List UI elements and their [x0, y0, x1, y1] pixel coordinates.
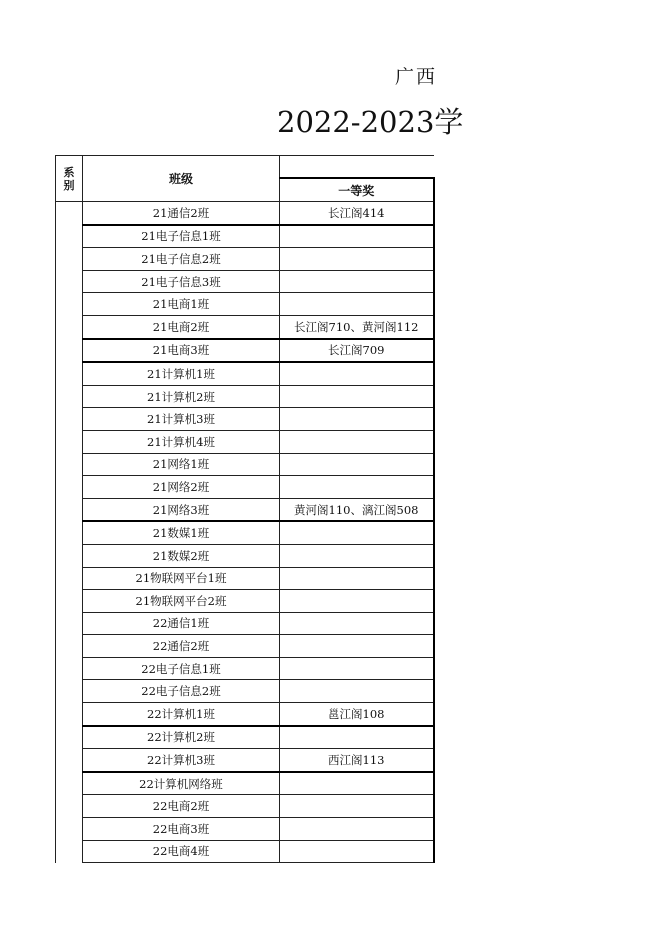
- table-row: [56, 680, 434, 703]
- table-row: [56, 385, 434, 408]
- title-school: 广西: [395, 66, 438, 88]
- first-prize-cell: [280, 567, 434, 590]
- class-cell: 21电商3班: [83, 339, 280, 363]
- table-row: [56, 408, 434, 431]
- class-cell: 21网络2班: [83, 476, 280, 499]
- class-cell: 22计算机1班: [83, 703, 280, 726]
- first-prize-cell: [280, 635, 434, 658]
- first-prize-cell: [280, 544, 434, 567]
- class-cell: 22电子信息2班: [83, 680, 280, 703]
- first-prize-cell: [280, 385, 434, 408]
- first-prize-cell: [280, 612, 434, 635]
- table-row: [56, 315, 434, 338]
- class-cell: 21物联网平台2班: [83, 590, 280, 613]
- class-cell: 21电子信息2班: [83, 248, 280, 271]
- table-row: [56, 795, 434, 818]
- class-cell: 21数媒2班: [83, 544, 280, 567]
- first-prize-cell: [280, 521, 434, 544]
- header-dept: 系别: [56, 156, 83, 202]
- first-prize-cell: [280, 408, 434, 431]
- header-class: 班级: [83, 156, 280, 202]
- first-prize-cell: [280, 362, 434, 385]
- table-row: [56, 453, 434, 476]
- first-prize-cell: [280, 795, 434, 818]
- table-row: [56, 635, 434, 658]
- table-row: [56, 726, 434, 749]
- class-cell: 21网络1班: [83, 453, 280, 476]
- table-row: [56, 362, 434, 385]
- first-prize-cell: 邕江阁108: [280, 703, 434, 726]
- table-row: [56, 749, 434, 772]
- table-row: [56, 270, 434, 293]
- class-cell: 21通信2班: [83, 202, 280, 225]
- first-prize-cell: 长江阁414: [280, 202, 434, 225]
- first-prize-cell: [280, 225, 434, 248]
- class-cell: 21电子信息3班: [83, 270, 280, 293]
- table-row: [56, 612, 434, 635]
- dept-cell: [56, 202, 83, 863]
- table-row: [56, 498, 434, 521]
- first-prize-cell: 黄河阁110、漓江阁508: [280, 498, 434, 521]
- class-cell: 22电商4班: [83, 840, 280, 863]
- class-cell: 22电商3班: [83, 818, 280, 841]
- class-cell: 21物联网平台1班: [83, 567, 280, 590]
- table-row: [56, 293, 434, 316]
- class-cell: 22计算机2班: [83, 726, 280, 749]
- first-prize-cell: [280, 657, 434, 680]
- first-prize-cell: [280, 248, 434, 271]
- first-prize-cell: [280, 430, 434, 453]
- table-row: [56, 202, 434, 225]
- table-row: [56, 772, 434, 795]
- first-prize-cell: [280, 476, 434, 499]
- table-row: [56, 818, 434, 841]
- table-row: [56, 248, 434, 271]
- first-prize-cell: [280, 270, 434, 293]
- first-prize-cell: 长江阁709: [280, 339, 434, 363]
- table-row: [56, 703, 434, 726]
- header-first-prize: 一等奖: [280, 178, 434, 201]
- table-row: [56, 657, 434, 680]
- class-cell: 22电子信息1班: [83, 657, 280, 680]
- header-award-group: [280, 156, 434, 179]
- table-row: [56, 476, 434, 499]
- class-cell: 21计算机3班: [83, 408, 280, 431]
- table-row: [56, 590, 434, 613]
- class-cell: 21网络3班: [83, 498, 280, 521]
- class-cell: 21数媒1班: [83, 521, 280, 544]
- table-row: [56, 840, 434, 863]
- first-prize-cell: [280, 453, 434, 476]
- class-cell: 22计算机网络班: [83, 772, 280, 795]
- first-prize-cell: [280, 818, 434, 841]
- class-cell: 21电商1班: [83, 293, 280, 316]
- table-row: [56, 567, 434, 590]
- table-row: [56, 430, 434, 453]
- first-prize-cell: [280, 293, 434, 316]
- class-cell: 22通信1班: [83, 612, 280, 635]
- table-row: [56, 521, 434, 544]
- class-cell: 21电商2班: [83, 315, 280, 338]
- class-cell: 21电子信息1班: [83, 225, 280, 248]
- first-prize-cell: 西江阁113: [280, 749, 434, 772]
- table-row: [56, 544, 434, 567]
- first-prize-cell: [280, 680, 434, 703]
- title-year: 2022-2023学: [277, 105, 464, 139]
- class-cell: 21计算机1班: [83, 362, 280, 385]
- first-prize-cell: 长江阁710、黄河阁112: [280, 315, 434, 338]
- class-cell: 22计算机3班: [83, 749, 280, 772]
- first-prize-cell: [280, 772, 434, 795]
- class-cell: 22通信2班: [83, 635, 280, 658]
- table-row: [56, 339, 434, 363]
- table-row: [56, 225, 434, 248]
- class-cell: 21计算机2班: [83, 385, 280, 408]
- class-cell: 21计算机4班: [83, 430, 280, 453]
- first-prize-cell: [280, 840, 434, 863]
- class-cell: 22电商2班: [83, 795, 280, 818]
- first-prize-cell: [280, 590, 434, 613]
- first-prize-cell: [280, 726, 434, 749]
- dorm-award-table: [55, 155, 435, 863]
